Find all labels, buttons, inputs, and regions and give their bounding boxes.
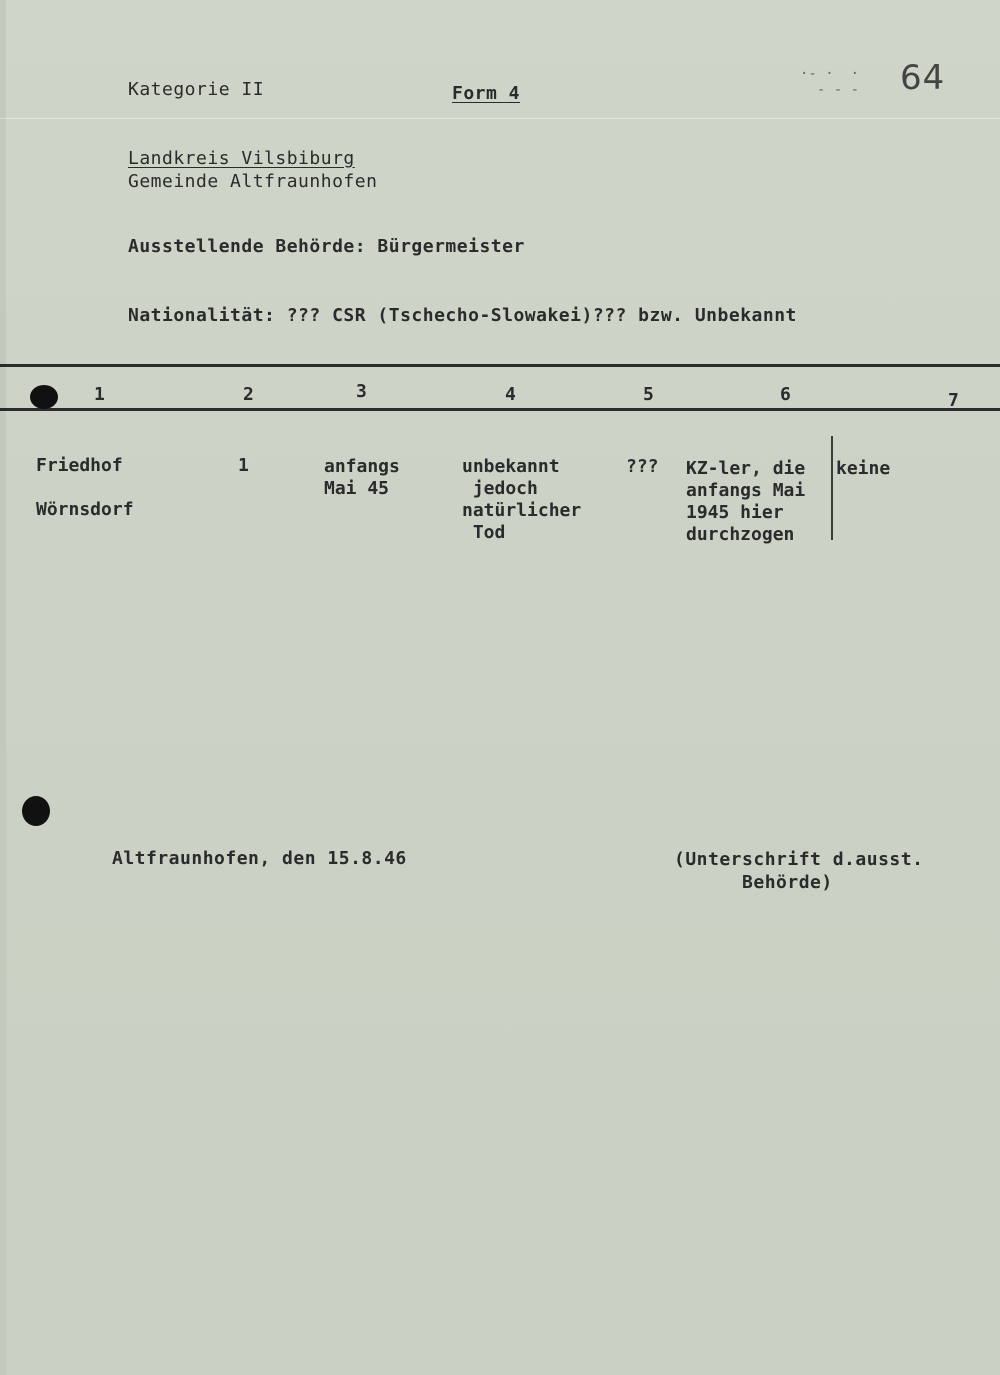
cell-grave-markers: keine — [836, 458, 891, 479]
column-number: 1 — [94, 384, 105, 405]
cell-date: anfangs Mai 45 — [324, 456, 400, 499]
kategorie-label: Kategorie II — [128, 79, 265, 100]
gemeinde-label: Gemeinde Altfraunhofen — [128, 171, 378, 192]
cell-count: 1 — [238, 455, 249, 476]
behoerde-label: Ausstellende Behörde: Bürgermeister — [128, 236, 525, 257]
cell-nationality: ??? — [626, 456, 659, 477]
column-number: 5 — [643, 384, 654, 405]
column-number: 3 — [356, 381, 367, 402]
cell-location: Friedhof Wörnsdorf — [36, 455, 134, 520]
punch-hole-bottom — [22, 796, 50, 826]
table-top-rule — [0, 364, 1000, 367]
page-fold-shadow — [0, 0, 6, 1375]
cell-cause: unbekannt jedoch natürlicher Tod — [462, 456, 582, 543]
table-header-rule — [0, 408, 1000, 411]
corner-marks: ·- · · - - - — [800, 66, 860, 98]
landkreis-label: Landkreis Vilsbiburg — [128, 148, 355, 169]
place-date: Altfraunhofen, den 15.8.46 — [112, 848, 407, 869]
nationalitaet-label: Nationalität: ??? CSR (Tschecho-Slowakei)??? bzw. Unbekannt — [128, 305, 797, 326]
form-label: Form 4 — [452, 83, 521, 104]
column-number: 4 — [505, 384, 516, 405]
column-number: 2 — [243, 384, 254, 405]
cell-remarks: KZ-ler, die anfangs Mai 1945 hier durchzogen — [686, 458, 806, 545]
column-number: 6 — [780, 384, 791, 405]
paper-crease — [0, 118, 1000, 119]
page-number: 64 — [900, 58, 946, 98]
column-number: 7 — [948, 390, 959, 411]
column-divider — [831, 436, 833, 540]
signature-line: (Unterschrift d.ausst. Behörde) — [674, 849, 924, 893]
punch-hole-top — [30, 385, 58, 409]
